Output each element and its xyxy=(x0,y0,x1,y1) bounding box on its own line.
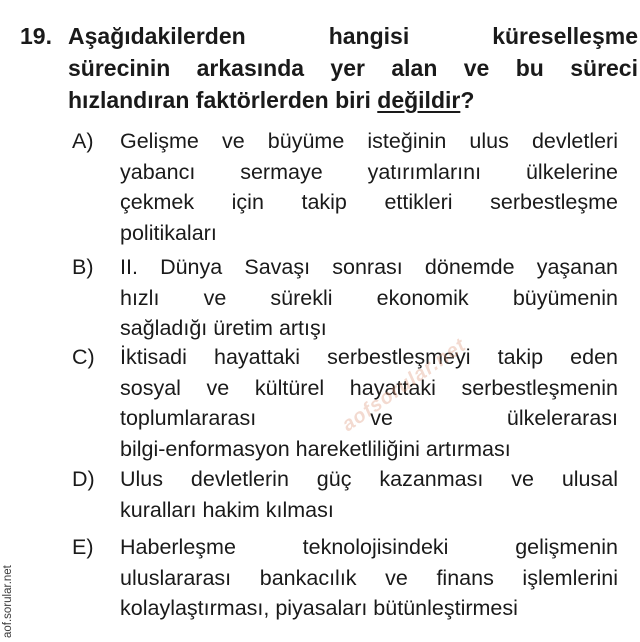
option-letter: A) xyxy=(72,129,94,153)
option-line: çekmek için takip ettikleri serbestleşme xyxy=(120,190,618,214)
option-letter: E) xyxy=(72,535,94,559)
question-text xyxy=(68,20,638,116)
option-line: sosyal ve kültürel hayattaki serbestleşmenin xyxy=(120,375,618,400)
option-letter: B) xyxy=(72,255,94,279)
option-line: hızlı ve sürekli ekonomik büyümenin xyxy=(120,285,618,310)
option-line: sağladığı üretim artışı xyxy=(120,316,327,340)
option-line: uluslararası bankacılık ve finans işlemlerini xyxy=(120,565,618,590)
option-letter: D) xyxy=(72,467,95,491)
side-watermark: aof.sorular.net xyxy=(2,565,14,638)
option-letter: C) xyxy=(72,345,95,369)
option-text xyxy=(120,126,618,248)
option-line: politikaları xyxy=(120,220,217,245)
question-line: Aşağıdakilerden hangisi küreselleşme xyxy=(68,23,638,49)
option-text xyxy=(120,252,618,344)
option-line: Gelişme ve büyüme isteğinin ulus devletleri xyxy=(120,129,618,153)
option-line: İktisadi hayattaki serbestleşmeyi takip eden xyxy=(120,345,618,369)
question-mark: ? xyxy=(460,87,475,113)
option-line: Haberleşme teknolojisindeki gelişmenin xyxy=(120,535,618,559)
option-line: toplumlararası ve ülkelerarası xyxy=(120,406,618,430)
question-number: 19. xyxy=(20,23,52,49)
option-text xyxy=(120,532,618,624)
negation-word: değildir xyxy=(377,87,461,113)
option-line: II. Dünya Savaşı sonrası dönemde yaşanan xyxy=(120,255,618,279)
question-line: sürecinin arkasında yer alan ve bu süreci xyxy=(68,55,638,81)
option-text xyxy=(120,464,618,525)
question-line xyxy=(68,84,638,116)
option-line: Ulus devletlerin güç kazanması ve ulusal xyxy=(120,467,618,491)
option-line: kuralları hakim kılması xyxy=(120,497,334,522)
option-line: yabancı sermaye yatırımlarını ülkelerine xyxy=(120,159,618,184)
question-line-text: hızlandıran faktörlerden biri xyxy=(68,87,378,113)
watermark: aofsorular.net xyxy=(338,334,471,437)
option-line: bilgi-enformasyon hareketliliğini artırması xyxy=(120,436,511,461)
option-line: kolaylaştırması, piyasaları bütünleştirmesi xyxy=(120,596,518,620)
